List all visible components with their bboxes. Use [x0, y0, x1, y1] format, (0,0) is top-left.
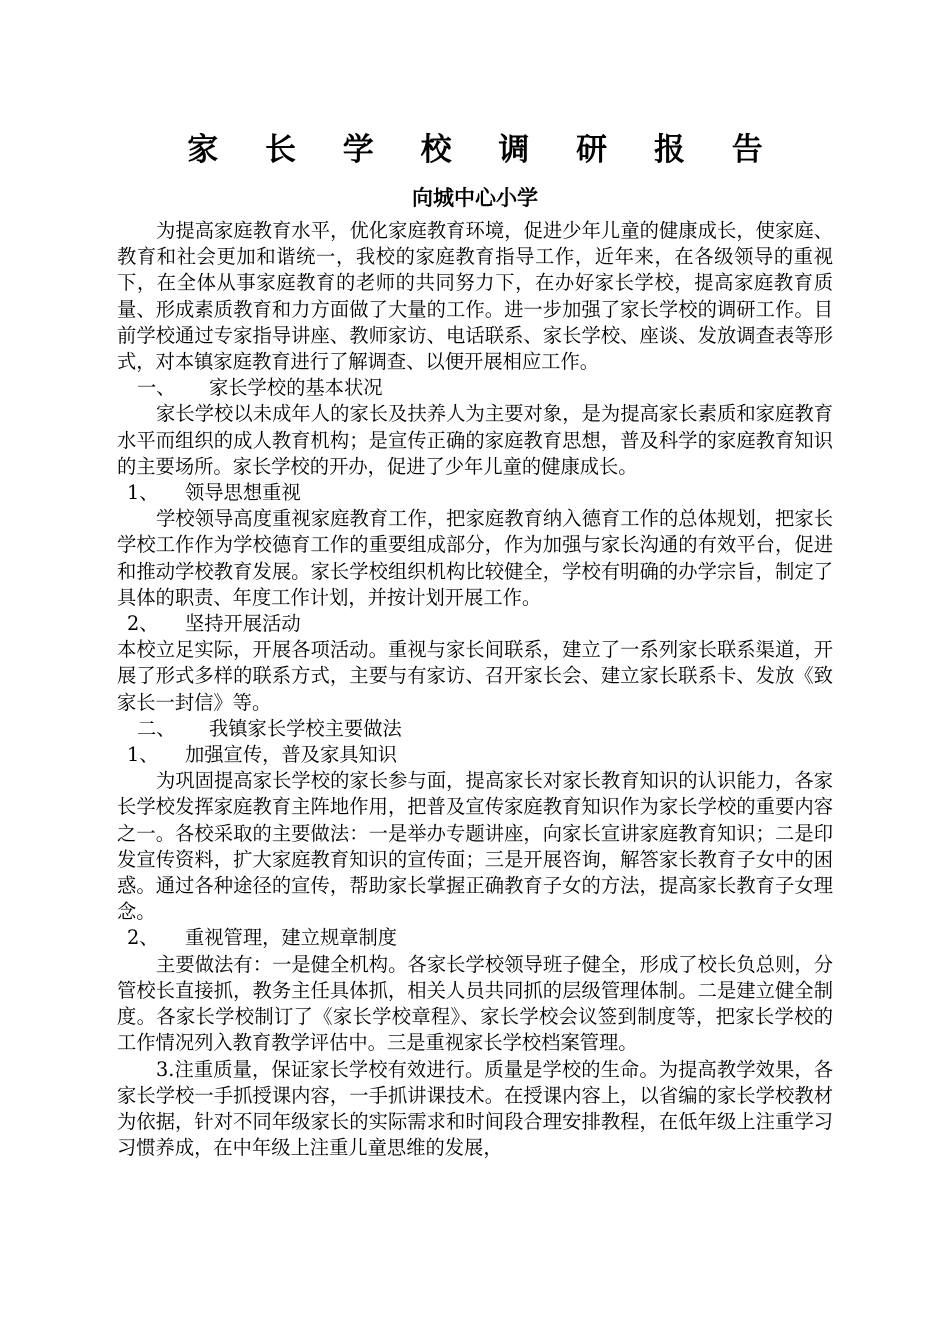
- subsection-2-3-paragraph: 3.注重质量，保证家长学校有效进行。质量是学校的生命。为提高教学效果，各家长学校一手抓授课内容，一手抓讲课技术。在授课内容上，以省编的家长学校教材为依据，针对不同年级家长的实际需求和时间段合理安排教程，在低年级上注重学习习惯养成，在中年级上注重儿童思维的发展，: [117, 1057, 833, 1160]
- subsection-number: 2、: [127, 612, 159, 636]
- subsection-heading-2-1: [117, 742, 833, 768]
- subsection-title: 坚持开展活动: [185, 612, 301, 636]
- subsection-2-1-paragraph: 为巩固提高家长学校的家长参与面，提高家长对家长教育知识的认识能力，各家长学校发挥家庭教育主阵地作用，把普及宣传家庭教育知识作为家长学校的重要内容之一。各校采取的主要做法：一是举办专题讲座，向家长宣讲家庭教育知识；二是印发宣传资料，扩大家庭教育知识的宣传面；三是开展咨询，解答家长教育子女中的困惑。通过各种途径的宣传，帮助家长掌握正确教育子女的方法，提高家长教育子女理念。: [117, 769, 833, 924]
- subsection-title: 加强宣传，普及家具知识: [185, 743, 398, 767]
- subsection-heading-1-1: [117, 480, 833, 506]
- section-heading-1: [117, 375, 833, 401]
- document-page: [117, 126, 833, 1161]
- subsection-title: 重视管理，建立规章制度: [185, 926, 398, 950]
- subsection-number: 2、: [127, 926, 159, 950]
- subsection-1-2-paragraph: 本校立足实际，开展各项活动。重视与家长间联系，建立了一系列家长联系渠道，开展了形式多样的联系方式，主要与有家访、召开家长会、建立家长联系卡、发放《致家长一封信》等。: [117, 638, 833, 714]
- subsection-heading-2-2: [117, 925, 833, 951]
- document-subtitle: 向城中心小学: [412, 186, 538, 210]
- subsection-number: 1、: [127, 743, 159, 767]
- section-number: 二、: [137, 716, 176, 740]
- section1-paragraph: 家长学校以未成年人的家长及扶养人为主要对象，是为提高家长素质和家庭教育水平而组织的成人教育机构；是宣传正确的家庭教育思想，普及科学的家庭教育知识的主要场所。家长学校的开办，促进了少年儿童的健康成长。: [117, 402, 833, 478]
- intro-paragraph: 为提高家庭教育水平，优化家庭教育环境，促进少年儿童的健康成长，使家庭、教育和社会更加和谐统一，我校的家庭教育指导工作，近年来，在各级领导的重视下，在全体从事家庭教育的老师的共同努力下，在办好家长学校，提高家庭教育质量、形成素质教育和力方面做了大量的工作。进一步加强了家长学校的调研工作。目前学校通过专家指导讲座、教师家访、电话联系、家长学校、座谈、发放调查表等形式，对本镇家庭教育进行了解调查、以便开展相应工作。: [117, 219, 833, 374]
- subsection-heading-1-2: [117, 611, 833, 637]
- section-heading-2: [117, 716, 833, 742]
- section-title: 家长学校的基本状况: [209, 376, 383, 400]
- subsection-number: 1、: [127, 481, 159, 505]
- section-number: 一、: [137, 376, 176, 400]
- section-title: 我镇家长学校主要做法: [209, 716, 402, 740]
- document-title: 家 长 学 校 调 研 报 告: [187, 132, 781, 168]
- subsection-2-2-paragraph: 主要做法有：一是健全机构。各家长学校领导班子健全，形成了校长负总则，分管校长直接抓，教务主任具体抓，相关人员共同抓的层级管理体制。二是建立健全制度。各家长学校制订了《家长学校章程》、家长学校会议签到制度等，把家长学校的工作情况列入教育教学评估中。三是重视家长学校档案管理。: [117, 952, 833, 1055]
- subsection-title: 领导思想重视: [185, 481, 301, 505]
- subsection-1-1-paragraph: 学校领导高度重视家庭教育工作，把家庭教育纳入德育工作的总体规划，把家长学校工作作为学校德育工作的重要组成部分，作为加强与家长沟通的有效平台，促进和推动学校教育发展。家长学校组织机构比较健全，学校有明确的办学宗旨，制定了具体的职责、年度工作计划，并按计划开展工作。: [117, 507, 833, 609]
